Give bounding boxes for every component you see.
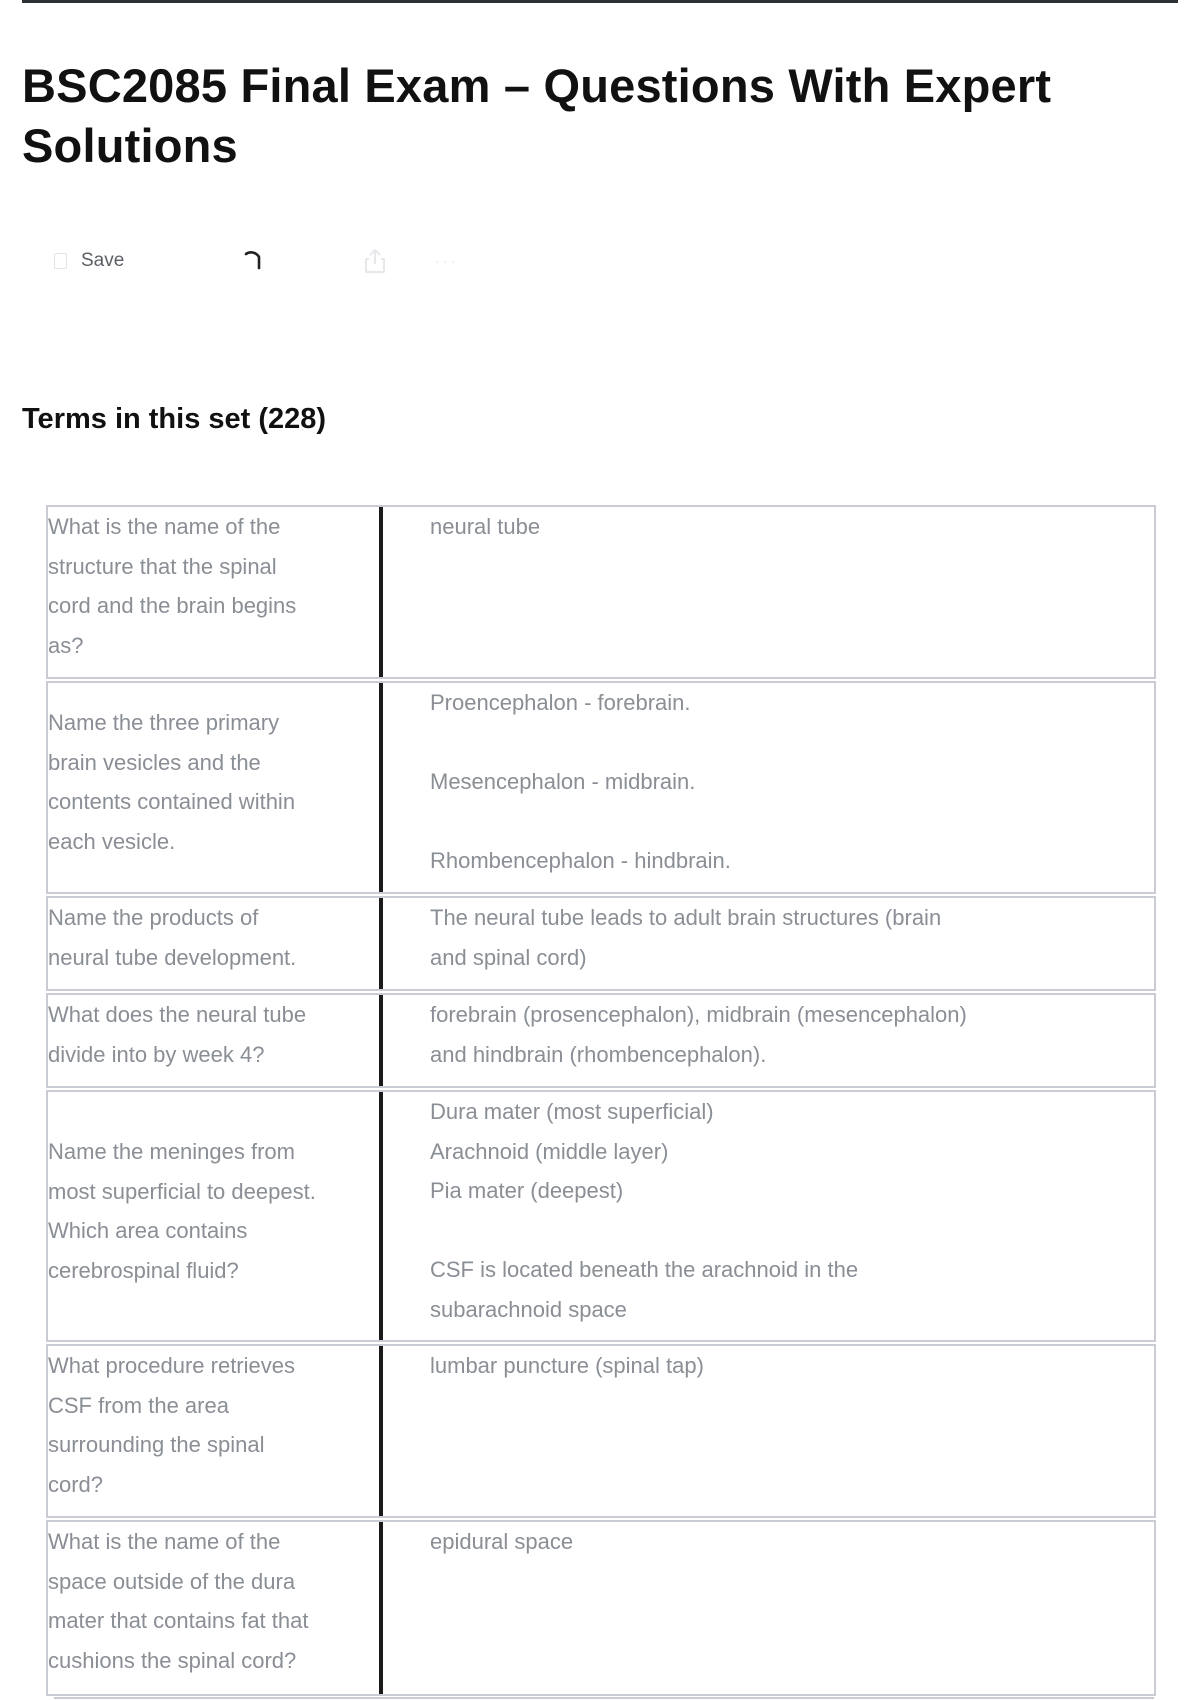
flashcard-row[interactable]	[46, 1344, 1156, 1518]
card-term: Name the three primary brain vesicles and the contents contained within each vesicle.	[48, 710, 296, 854]
card-definition: Proencephalon - forebrain. Mesencephalon - midbrain. Rhombencephalon - hindbrain.	[430, 690, 731, 873]
top-rule	[22, 0, 1178, 3]
flashcard-row[interactable]	[46, 896, 1156, 991]
card-divider	[379, 898, 383, 989]
card-term: What procedure retrieves CSF from the area surrounding the spinal cord?	[48, 1353, 295, 1497]
loading-spinner-icon	[240, 244, 266, 278]
share-icon	[362, 247, 388, 275]
card-definition: Dura mater (most superficial) Arachnoid (middle layer) Pia mater (deepest) CSF is located beneath the arachnoid in the subarachnoid space	[430, 1099, 859, 1322]
card-term: What does the neural tube divide into by week 4?	[48, 1002, 307, 1067]
card-divider	[379, 1092, 383, 1340]
card-term: What is the name of the space outside of the dura mater that contains fat that cushions the spinal cord?	[48, 1529, 309, 1673]
card-definition: lumbar puncture (spinal tap)	[430, 1353, 704, 1378]
card-definition: The neural tube leads to adult brain structures (brain and spinal cord)	[430, 905, 942, 970]
card-definition: forebrain (prosencephalon), midbrain (mesencephalon) and hindbrain (rhombencephalon).	[430, 1002, 967, 1067]
card-term: Name the meninges from most superficial to deepest. Which area contains cerebrospinal fluid?	[48, 1139, 316, 1283]
save-button[interactable]	[54, 244, 124, 278]
flashcard-row[interactable]	[46, 993, 1156, 1088]
terms-heading: Terms in this set (228)	[22, 403, 327, 435]
card-divider	[379, 507, 383, 677]
flashcard-row[interactable]	[46, 681, 1156, 894]
flashcard-list	[46, 505, 1156, 1698]
save-label: Save	[81, 250, 125, 271]
card-divider	[379, 1522, 383, 1694]
card-divider	[379, 683, 383, 892]
card-term: Name the products of neural tube development.	[48, 905, 297, 970]
action-toolbar	[50, 244, 530, 278]
card-definition: neural tube	[430, 514, 541, 539]
card-definition: epidural space	[430, 1529, 574, 1554]
card-term: What is the name of the structure that the spinal cord and the brain begins as?	[48, 514, 297, 658]
page-title: BSC2085 Final Exam – Questions With Expert Solutions	[22, 59, 1052, 172]
share-button[interactable]	[362, 244, 388, 278]
flashcard-row[interactable]	[46, 1090, 1156, 1342]
flashcard-row[interactable]	[46, 1520, 1156, 1696]
flashcard-row[interactable]	[46, 505, 1156, 679]
more-options-button[interactable]: ···	[434, 250, 458, 271]
list-bottom-rule	[54, 1697, 1154, 1699]
card-divider	[379, 1346, 383, 1516]
bookmark-icon	[54, 253, 67, 269]
card-divider	[379, 995, 383, 1086]
